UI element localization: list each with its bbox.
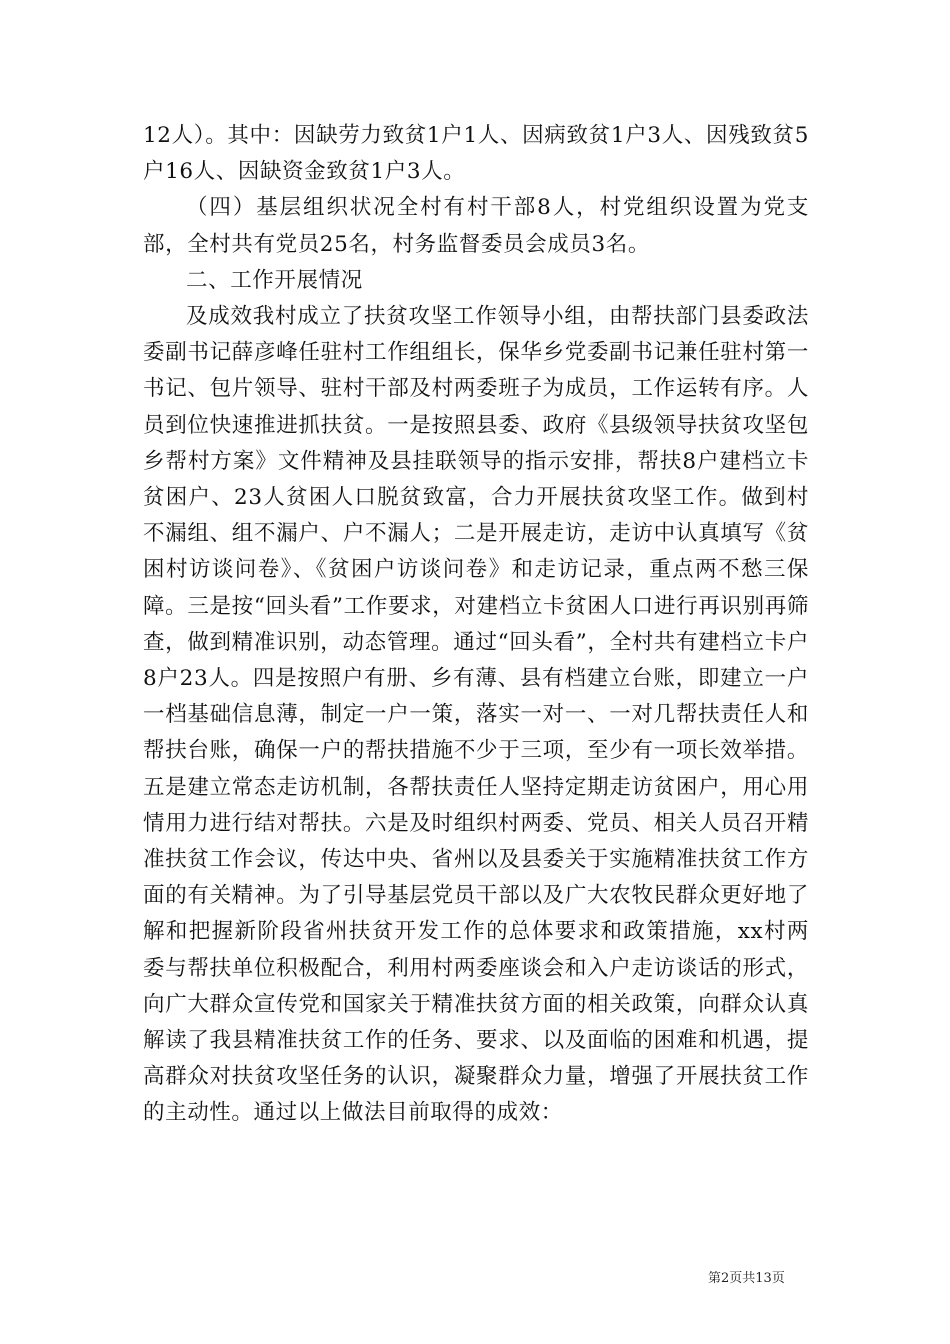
paragraph-poverty-causes: 12人）。其中：因缺劳力致贫1户1人、因病致贫1户3人、因残致贫5户16人、因缺资金致贫1户3人。 xyxy=(143,123,809,185)
page-number: 第2页共13页 xyxy=(708,1271,785,1286)
section-heading-work-progress: 二、工作开展情况 xyxy=(186,267,363,293)
paragraph-grassroots-organization: （四）基层组织状况全村有村干部8人，村党组织设置为党支部，全村共有党员25名，村务监督委员会成员3名。 xyxy=(143,195,809,257)
paragraph-work-measures: 及成效我村成立了扶贫攻坚工作领导小组，由帮扶部门县委政法委副书记薛彦峰任驻村工作组组长，保华乡党委副书记兼任驻村第一书记、包片领导、驻村干部及村两委班子为成员，工作运转有序。人员到位快速推进抓扶贫。一是按照县委、政府《县级领导扶贫攻坚包乡帮村方案》文件精神及县挂联领导的指示安排，帮扶8户建档立卡贫困户、23人贫困人口脱贫致富，合力开展扶贫攻坚工作。做到村不漏组、组不漏户、户不漏人；二是开展走访，走访中认真填写《贫困村访谈问卷》、《贫困户访谈问卷》和走访记录，重点两不愁三保障。三是按“回头看”工作要求，对建档立卡贫困人口进行再识别再筛查，做到精准识别，动态管理。通过“回头看”，全村共有建档立卡户8户23人。四是按照户有册、乡有薄、县有档建立台账，即建立一户一档基础信息薄，制定一户一策，落实一对一、一对几帮扶责任人和帮扶台账，确保一户的帮扶措施不少于三项，至少有一项长效举措。五是建立常态走访机制，各帮扶责任人坚持定期走访贫困户，用心用情用力进行结对帮扶。六是及时组织村两委、党员、相关人员召开精准扶贫工作会议，传达中央、省州以及县委关于实施精准扶贫工作方面的有关精神。为了引导基层党员干部以及广大农牧民群众更好地了解和把握新阶段省州扶贫开发工作的总体要求和政策措施，xx村两委与帮扶单位积极配合，利用村两委座谈会和入户走访谈话的形式，向广大群众宣传党和国家关于精准扶贫方面的相关政策，向群众认真解读了我县精准扶贫工作的任务、要求、以及面临的困难和机遇，提高群众对扶贫攻坚任务的认识，凝聚群众力量，增强了开展扶贫工作的主动性。通过以上做法目前取得的成效： xyxy=(143,304,809,1126)
document-body xyxy=(143,118,809,1132)
